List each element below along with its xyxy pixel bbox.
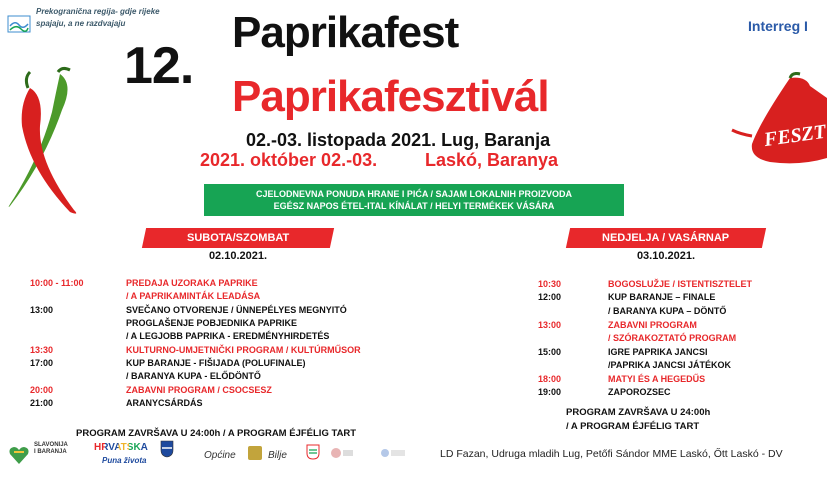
region-slogan bbox=[36, 6, 186, 30]
slavonija-logo-label: SLAVONIJA I BARANJA bbox=[34, 442, 68, 455]
municipality-emblem-icon bbox=[248, 446, 262, 460]
saturday-program: 10:00 - 11:00 PREDAJA UZORAKA PAPRIKE / A PAPRIKAMINTÁK LEADÁSA 13:00 SVEČANO OTVORENJE / ÜNNEPÉLYES MEGNYITÓ PROGLAŠENJE POBJEDNIKA PAPRIKE / A LEGJOBB PAPRIKA - EREDMÉNYHIRDETÉS 13:30 KULTURNO-UMJETNIČKI PROGRAM / KULTÚRMŰSOR 17:00 KUP BARANJE - FIŠIJADA (POLUFINALE) / BARANYA KUPA - ELŐDÖNTŐ 20:00 ZABAVNI PROGRAM / CSOCSESZ 21:00 ARANYCSÁRDÁS bbox=[30, 278, 361, 408]
region-slogan-line1: Prekogranična regija- gdje rijeke bbox=[36, 7, 160, 16]
hrvatska-slogan: Puna života bbox=[102, 456, 147, 465]
edition-number: 12. bbox=[124, 37, 194, 95]
festival-badge-text: FESZT bbox=[762, 120, 827, 152]
title-croatian: Paprikafest bbox=[232, 8, 459, 57]
region-slogan-line2: spajaju, a ne razdvajaju bbox=[36, 19, 126, 28]
partners-list: LD Fazan, Udruga mladih Lug, Petőfi Sándor MME Laskó, Őtt Laskó - DV bbox=[440, 448, 783, 460]
date-croatian: 02.-03. listopada 2021. Lug, Baranja bbox=[246, 130, 551, 150]
sunday-date: 03.10.2021. bbox=[636, 250, 696, 262]
interreg-logo: Interreg I bbox=[748, 18, 808, 34]
slavonija-logo-text bbox=[34, 442, 68, 456]
sponsor-logo-icon bbox=[380, 446, 406, 460]
bilje-logo-text: Bilje bbox=[268, 450, 287, 461]
sunday-title: NEDJELJA / VASÁRNAP bbox=[602, 232, 730, 244]
region-logo-icon bbox=[6, 12, 32, 38]
sunday-end-note bbox=[566, 406, 710, 434]
bilje-shield-icon bbox=[306, 444, 320, 460]
place-hungarian: Laskó, Baranya bbox=[425, 150, 559, 170]
saturday-end-note: PROGRAM ZAVRŠAVA U 24:00h / A PROGRAM ÉJFÉLIG TART bbox=[76, 428, 357, 439]
date-hungarian: 2021. október 02.-03. bbox=[200, 150, 378, 170]
sponsor-logo-icon bbox=[330, 446, 354, 460]
hrvatska-logo-text: HRVATSKA bbox=[94, 442, 148, 453]
offer-banner-hungarian: EGÉSZ NAPOS ÉTEL-ITAL KÍNÁLAT / HELYI TERMÉKEK VÁSÁRA bbox=[273, 201, 555, 211]
sunday-end-line1: PROGRAM ZAVRŠAVA U 24:00h bbox=[566, 407, 711, 418]
sunday-program: 10:30 BOGOSLUŽJE / ISTENTISZTELET 12:00 KUP BARANJE – FINALE / BARANYA KUPA – DÖNTŐ 13:00 ZABAVNI PROGRAM / SZÓRAKOZTATÓ PROGRAM 15:00 IGRE PAPRIKA JANCSI /PAPRIKA JANCSI JÁTÉKOK 18:00 MATYI ÉS A HEGEDŰS 19:00 ZAPOROZSEC bbox=[538, 279, 753, 397]
slavonija-heart-icon bbox=[8, 440, 30, 470]
pepper-festival-badge bbox=[730, 72, 827, 172]
saturday-header bbox=[142, 228, 334, 248]
saturday-date: 02.10.2021. bbox=[208, 250, 268, 262]
hrvatska-logo bbox=[94, 442, 148, 453]
opcine-logo-text: Općine bbox=[204, 450, 236, 461]
sunday-header bbox=[566, 228, 766, 248]
county-shield-icon bbox=[160, 440, 174, 458]
pepper-illustration-left bbox=[0, 66, 92, 216]
offer-banner bbox=[204, 184, 624, 216]
sunday-end-line2: / A PROGRAM ÉJFÉLIG TART bbox=[566, 421, 700, 432]
saturday-title: SUBOTA/SZOMBAT bbox=[186, 232, 290, 244]
title-hungarian: Paprikafesztivál bbox=[232, 72, 549, 121]
offer-banner-croatian: CJELODNEVNA PONUDA HRANE I PIĆA / SAJAM LOKALNIH PROIZVODA bbox=[255, 189, 573, 199]
